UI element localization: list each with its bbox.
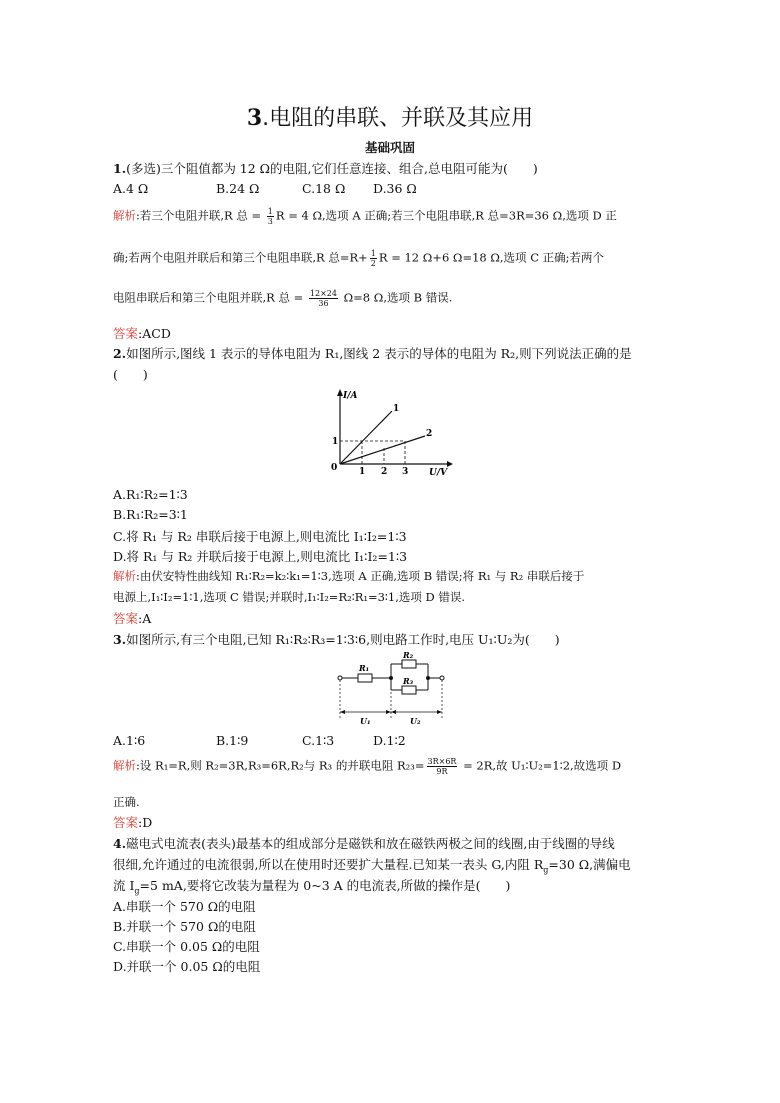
fraction-12x24-over-36: $\frac{12\times 24}{36}$ xyxy=(309,289,337,308)
q3-answer: 答案:D xyxy=(113,815,153,830)
x-axis-label: U/V xyxy=(429,468,448,478)
q3-option-a: A.1∶6 xyxy=(113,733,146,748)
u2-label: U₂ xyxy=(410,716,421,726)
q2-bracket: ( ) xyxy=(113,367,148,382)
q4-option-d: D.并联一个 0.05 Ω的电阻 xyxy=(113,959,261,974)
r3-label: R₃ xyxy=(403,676,414,686)
q2-option-a: A.R₁∶R₂=1∶3 xyxy=(113,487,188,502)
q3-analysis-line-1: 解析:设 R₁=R,则 R₂=3R,R₃=6R,R₂与 R₃ 的并联电阻 R₂₃= $\frac{3R\times 6R}{9R}$ = 2R,故 U₁∶U₂=1∶2,故选项 D xyxy=(113,757,622,776)
r2-label: R₂ xyxy=(403,650,414,660)
y-axis-label: I/A xyxy=(343,391,358,401)
q2-analysis-line-1: 解析:由伏安特性曲线知 R₁∶R₂=k₂∶k₁=1∶3,选项 A 正确,选项 B 错误;将 R₁ 与 R₂ 串联后接于 xyxy=(113,569,585,583)
terminal-left xyxy=(338,676,342,680)
q1-option-c: C.18 Ω xyxy=(302,181,346,196)
x-axis-arrow xyxy=(447,461,453,467)
r1-label: R₁ xyxy=(359,663,370,673)
iv-graph xyxy=(325,386,455,478)
q2-answer: 答案:A xyxy=(113,611,152,626)
line-1-label: 1 xyxy=(393,404,400,414)
question-1: 1.(多选)三个阻值都为 12 Ω的电阻,它们任意连接、组合,总电阻可能为( ) xyxy=(113,161,538,176)
resistor-r1 xyxy=(358,674,372,682)
q1-analysis-line-1: 解析:若三个电阻并联,R 总 = $\frac{1}{3}$ R = 4 Ω,选项 A 正确;若三个电阻串联,R 总=3R=36 Ω,选项 D 正 xyxy=(113,207,617,226)
q1-option-d: D.36 Ω xyxy=(373,181,417,196)
arrow xyxy=(340,710,345,714)
x-tick-2: 2 xyxy=(381,467,388,477)
x-tick-1: 1 xyxy=(359,467,366,477)
question-4: 4.磁电式电流表(表头)最基本的组成部分是磁铁和放在磁铁两极之间的线圈,由于线圈的导线 xyxy=(113,836,615,851)
question-2: 2.如图所示,图线 1 表示的导体电阻为 R₁,图线 2 表示的导体的电阻为 R₂,则下列说法正确的是 xyxy=(113,346,632,361)
q4-option-b: B.并联一个 570 Ω的电阻 xyxy=(113,919,256,934)
line-2-label: 2 xyxy=(426,429,433,439)
q3-option-d: D.1∶2 xyxy=(373,733,406,748)
fraction-one-third: $\frac{1}{3}$ xyxy=(267,207,273,226)
resistor-r3 xyxy=(402,686,416,694)
x-tick-3: 3 xyxy=(402,467,409,477)
fraction-one-half: $\frac{1}{2}$ xyxy=(370,249,376,268)
arrow xyxy=(391,710,396,714)
q1-option-b: B.24 Ω xyxy=(216,181,260,196)
u1-label: U₁ xyxy=(360,716,371,726)
fraction-3rx6r-over-9r: $\frac{3R\times 6R}{9R}$ xyxy=(427,757,457,776)
line-2 xyxy=(340,436,425,464)
q1-analysis-line-3: 电阻串联后和第三个电阻并联,R 总 = $\frac{12\times 24}{36}$ Ω=8 Ω,选项 B 错误. xyxy=(113,289,453,308)
question-3: 3.如图所示,有三个电阻,已知 R₁∶R₂∶R₃=1∶3∶6,则电路工作时,电压 U₁∶U₂为( ) xyxy=(113,632,560,647)
question-4-line-3: 流 $I_g=5$ mA,要将它改装为量程为 0~3 A 的电流表,所做的操作是( ) xyxy=(113,878,511,896)
section-heading: 基础巩固 xyxy=(364,140,415,155)
q4-option-a: A.串联一个 570 Ω的电阻 xyxy=(113,899,256,914)
q3-analysis-line-2: 正确. xyxy=(113,795,140,809)
q4-option-c: C.串联一个 0.05 Ω的电阻 xyxy=(113,939,260,954)
q2-option-d: D.将 R₁ 与 R₂ 并联后接于电源上,则电流比 I₁∶I₂=1∶3 xyxy=(113,549,408,564)
question-4-line-2: 很细,允许通过的电流很弱,所以在使用时还要扩大量程.已知某一表头 G,内阻 $R_g=30$ Ω,满偏电 xyxy=(113,857,631,875)
circuit-diagram xyxy=(330,648,452,728)
resistor-r2 xyxy=(402,660,416,668)
page-title: 3.电阻的串联、并联及其应用 xyxy=(246,105,534,131)
q1-answer: 答案:ACD xyxy=(113,326,171,341)
q2-option-b: B.R₁∶R₂=3∶1 xyxy=(113,507,188,522)
terminal-right xyxy=(440,676,444,680)
arrow xyxy=(386,710,391,714)
q1-option-a: A.4 Ω xyxy=(113,181,149,196)
y-tick-1: 1 xyxy=(332,437,339,447)
q2-analysis-line-2: 电源上,I₁∶I₂=1∶1,选项 C 错误;并联时,I₁∶I₂=R₂∶R₁=3∶1,选项 D 错误. xyxy=(113,590,466,604)
q2-option-c: C.将 R₁ 与 R₂ 串联后接于电源上,则电流比 I₁∶I₂=1∶3 xyxy=(113,529,407,544)
q3-option-b: B.1∶9 xyxy=(216,733,249,748)
q3-option-c: C.1∶3 xyxy=(302,733,335,748)
arrow xyxy=(437,710,442,714)
q1-analysis-line-2: 确;若两个电阻并联后和第三个电阻串联,R 总=R+ $\frac{1}{2}$ R = 12 Ω+6 Ω=18 Ω,选项 C 正确;若两个 xyxy=(113,249,605,268)
origin-label: 0 xyxy=(331,463,338,473)
